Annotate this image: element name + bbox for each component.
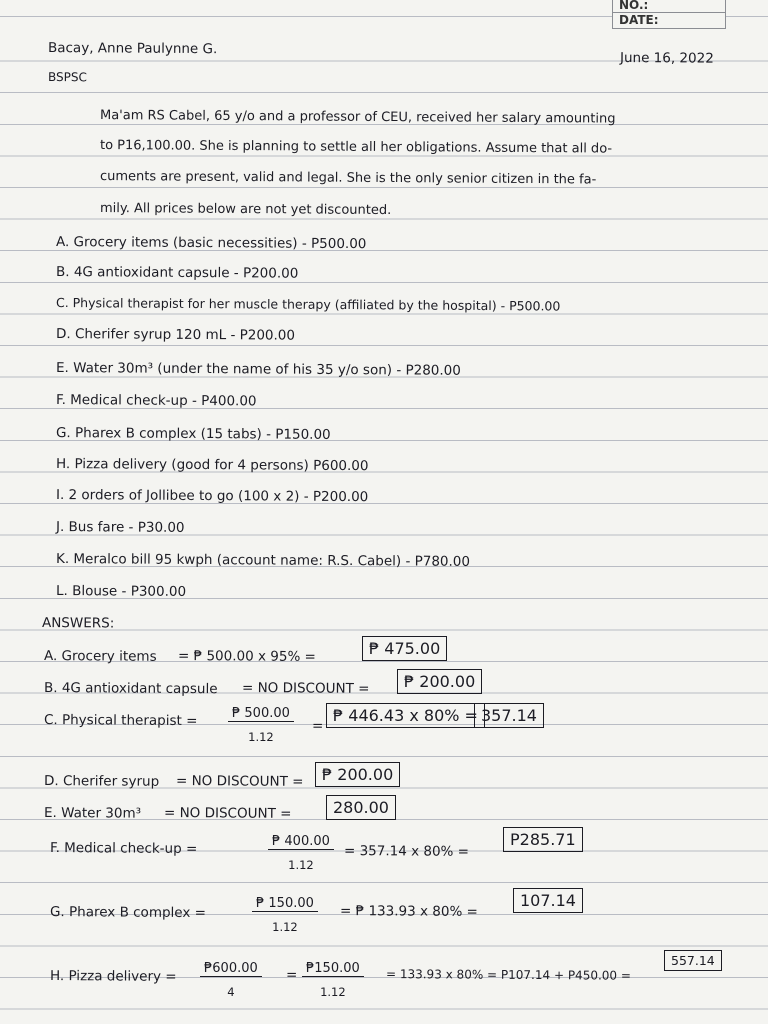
- answer-b-result-text: ₱ 200.00: [404, 672, 476, 691]
- header-box: [612, 0, 726, 29]
- answer-g-denominator: 1.12: [272, 920, 298, 934]
- answer-h-fraction-2: [302, 961, 364, 999]
- answer-b-result: [397, 669, 482, 694]
- answer-g-fraction: [252, 896, 318, 934]
- answer-e-result: [326, 795, 396, 820]
- answer-d-label: D. Cherifer syrup: [43, 773, 160, 790]
- item-h: H. Pizza delivery (good for 4 persons) P600.00: [55, 456, 369, 475]
- answer-c-numerator: ₱ 500.00: [228, 706, 294, 722]
- submission-date: June 16, 2022: [619, 50, 714, 67]
- item-e: E. Water 30m³ (under the name of his 35 y/o son) - P280.00: [55, 360, 461, 379]
- answer-a-result: [362, 636, 447, 661]
- item-j: J. Bus fare - P30.00: [55, 519, 185, 536]
- answer-e-result-text: 280.00: [333, 798, 389, 817]
- answer-a-result-text: ₱ 475.00: [369, 639, 441, 658]
- item-c: C. Physical therapist for her muscle therapy (affiliated by the hospital) - P500.00: [55, 295, 561, 314]
- course: BSPSC: [47, 70, 87, 85]
- item-i: I. 2 orders of Jollibee to go (100 x 2) - P200.00: [55, 487, 369, 506]
- problem-line-1: Ma'am RS Cabel, 65 y/o and a professor of CEU, received her salary amounting: [99, 108, 616, 127]
- answer-c-label: C. Physical therapist =: [43, 712, 198, 730]
- answer-c-mid-text: ₱ 446.43 x 80% =: [333, 706, 478, 725]
- answer-g-label: G. Pharex B complex =: [49, 904, 207, 922]
- answer-f-calc: = 357.14 x 80% =: [343, 843, 470, 860]
- student-name: Bacay, Anne Paulynne G.: [47, 40, 218, 58]
- answer-a-label: A. Grocery items: [43, 648, 157, 665]
- answer-f-numerator: ₱ 400.00: [268, 834, 334, 850]
- answer-e-calc: = NO DISCOUNT =: [163, 805, 292, 822]
- answer-c-mid-box: [326, 703, 485, 728]
- answer-e-label: E. Water 30m³: [43, 805, 142, 822]
- answer-d-result: [315, 762, 400, 787]
- answer-g-calc: = ₱ 133.93 x 80% =: [339, 903, 478, 920]
- answer-f-fraction: [268, 834, 334, 872]
- answer-h-denominator-2: 1.12: [320, 985, 346, 999]
- answer-a-calc: = ₱ 500.00 x 95% =: [177, 648, 316, 665]
- answer-b-label: B. 4G antioxidant capsule: [43, 680, 218, 698]
- item-g: G. Pharex B complex (15 tabs) - P150.00: [55, 425, 331, 443]
- answer-g-numerator: ₱ 150.00: [252, 896, 318, 912]
- date-label: DATE:: [619, 13, 659, 27]
- answer-h-eq-1: =: [285, 967, 298, 984]
- item-d: D. Cherifer syrup 120 mL - P200.00: [55, 326, 296, 344]
- answer-h-numerator-1: ₱600.00: [200, 961, 262, 977]
- answer-c-result: [474, 703, 544, 728]
- answer-d-result-text: ₱ 200.00: [322, 765, 394, 784]
- answer-h-result-text: 557.14: [671, 953, 715, 968]
- answer-h-denominator-1: 4: [227, 985, 235, 999]
- answer-f-result: [503, 827, 583, 852]
- answer-h-numerator-2: ₱150.00: [302, 961, 364, 977]
- answer-c-denominator: 1.12: [248, 730, 274, 744]
- no-label: NO.:: [613, 0, 725, 13]
- item-k: K. Meralco bill 95 kwph (account name: R.S. Cabel) - P780.00: [55, 551, 471, 570]
- answers-heading: ANSWERS:: [41, 615, 115, 632]
- item-l: L. Blouse - P300.00: [55, 583, 187, 600]
- answer-c-eq: =: [311, 718, 324, 735]
- answer-b-calc: = NO DISCOUNT =: [241, 680, 370, 697]
- answer-h-calc: = 133.93 x 80% = P107.14 + P450.00 =: [385, 967, 631, 983]
- answer-h-fraction-1: [200, 961, 262, 999]
- answer-d-calc: = NO DISCOUNT =: [175, 773, 304, 790]
- answer-f-result-text: P285.71: [510, 830, 576, 849]
- problem-line-2: to P16,100.00. She is planning to settle all her obligations. Assume that all do-: [99, 138, 613, 157]
- answer-c-fraction: [228, 706, 294, 744]
- answer-c-result-text: 357.14: [481, 706, 537, 725]
- item-b: B. 4G antioxidant capsule - P200.00: [55, 264, 299, 282]
- answer-f-denominator: 1.12: [288, 858, 314, 872]
- item-a: A. Grocery items (basic necessities) - P500.00: [55, 234, 367, 253]
- problem-line-3: cuments are present, valid and legal. She is the only senior citizen in the fa-: [99, 169, 597, 188]
- answer-h-label: H. Pizza delivery =: [49, 968, 177, 985]
- answer-g-result: [513, 888, 583, 913]
- answer-h-result: [664, 950, 722, 971]
- answer-f-label: F. Medical check-up =: [49, 840, 198, 858]
- item-f: F. Medical check-up - P400.00: [55, 392, 257, 410]
- problem-line-4: mily. All prices below are not yet discounted.: [99, 201, 392, 219]
- answer-g-result-text: 107.14: [520, 891, 576, 910]
